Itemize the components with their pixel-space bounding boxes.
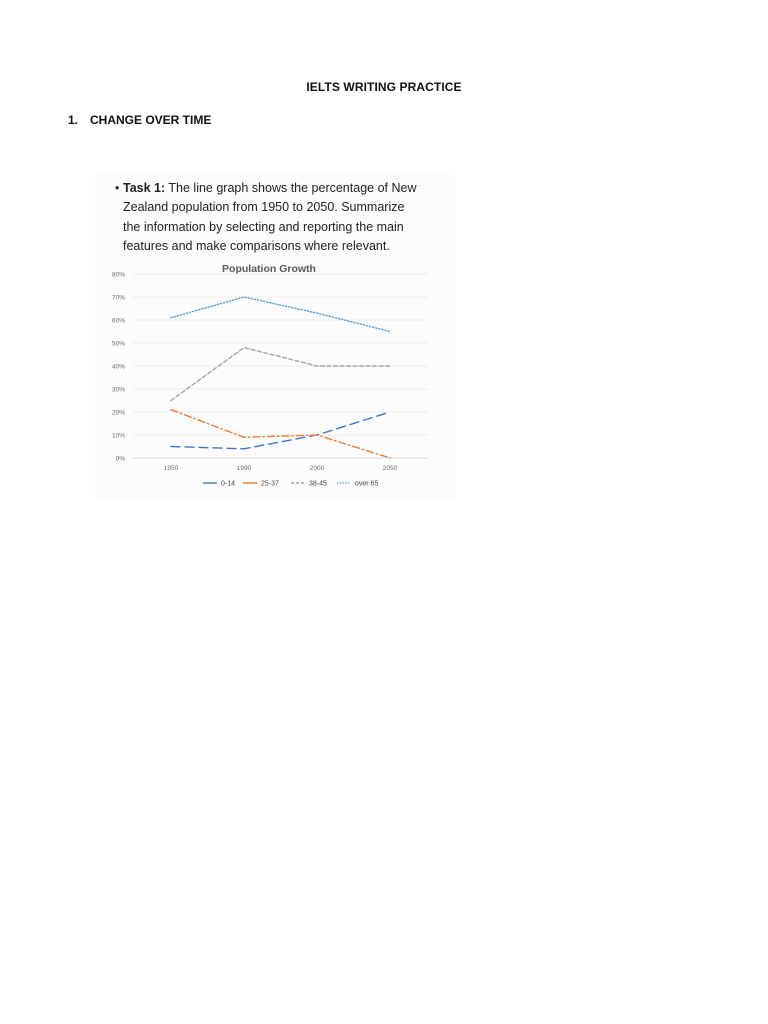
legend-label: 25-37 — [261, 480, 279, 488]
series-line-25-37 — [171, 410, 390, 458]
series-line-0-14 — [171, 412, 390, 449]
legend-label: 38-45 — [309, 480, 327, 488]
chart-series — [171, 297, 390, 458]
y-tick-label: 70% — [111, 294, 125, 302]
y-tick-label: 40% — [111, 363, 125, 371]
series-line-38-45 — [171, 348, 390, 401]
section-heading — [68, 113, 211, 127]
legend-label: 0-14 — [221, 480, 236, 488]
x-tick-label: 2000 — [309, 465, 325, 472]
legend-label: over 65 — [355, 480, 379, 488]
y-tick-label: 80% — [111, 271, 125, 279]
x-tick-label: 1990 — [236, 465, 252, 472]
task-line-2: Zealand population from 1950 to 2050. Summarize — [123, 200, 405, 215]
task-line-4: features and make comparisons where relevant. — [123, 238, 390, 253]
y-tick-label: 0% — [115, 455, 125, 463]
series-line-over-65 — [171, 297, 390, 332]
x-axis-ticks — [164, 465, 398, 472]
section-number: 1. — [68, 113, 79, 127]
y-tick-label: 10% — [111, 432, 125, 440]
task-description — [115, 179, 443, 256]
section-heading-text: CHANGE OVER TIME — [90, 113, 212, 127]
chart-legend — [203, 481, 378, 488]
x-tick-label: 1950 — [163, 465, 179, 472]
y-tick-label: 30% — [111, 386, 125, 394]
task-figure — [95, 174, 455, 500]
y-tick-label: 50% — [111, 340, 125, 348]
task-line-1 — [123, 179, 443, 198]
population-growth-chart — [95, 258, 455, 500]
y-tick-label: 60% — [111, 317, 125, 325]
document-title: IELTS WRITING PRACTICE — [306, 80, 462, 94]
task-line-3: the information by selecting and reporting the main — [123, 219, 404, 234]
chart-title: Population Growth — [222, 263, 316, 275]
bullet-icon: • — [115, 181, 120, 195]
y-tick-label: 20% — [111, 409, 125, 417]
y-axis-ticks — [112, 271, 125, 462]
x-tick-label: 2050 — [382, 465, 398, 472]
task-line-1-text: The line graph shows the percentage of New — [165, 181, 417, 195]
task-label: Task 1: — [123, 181, 166, 195]
